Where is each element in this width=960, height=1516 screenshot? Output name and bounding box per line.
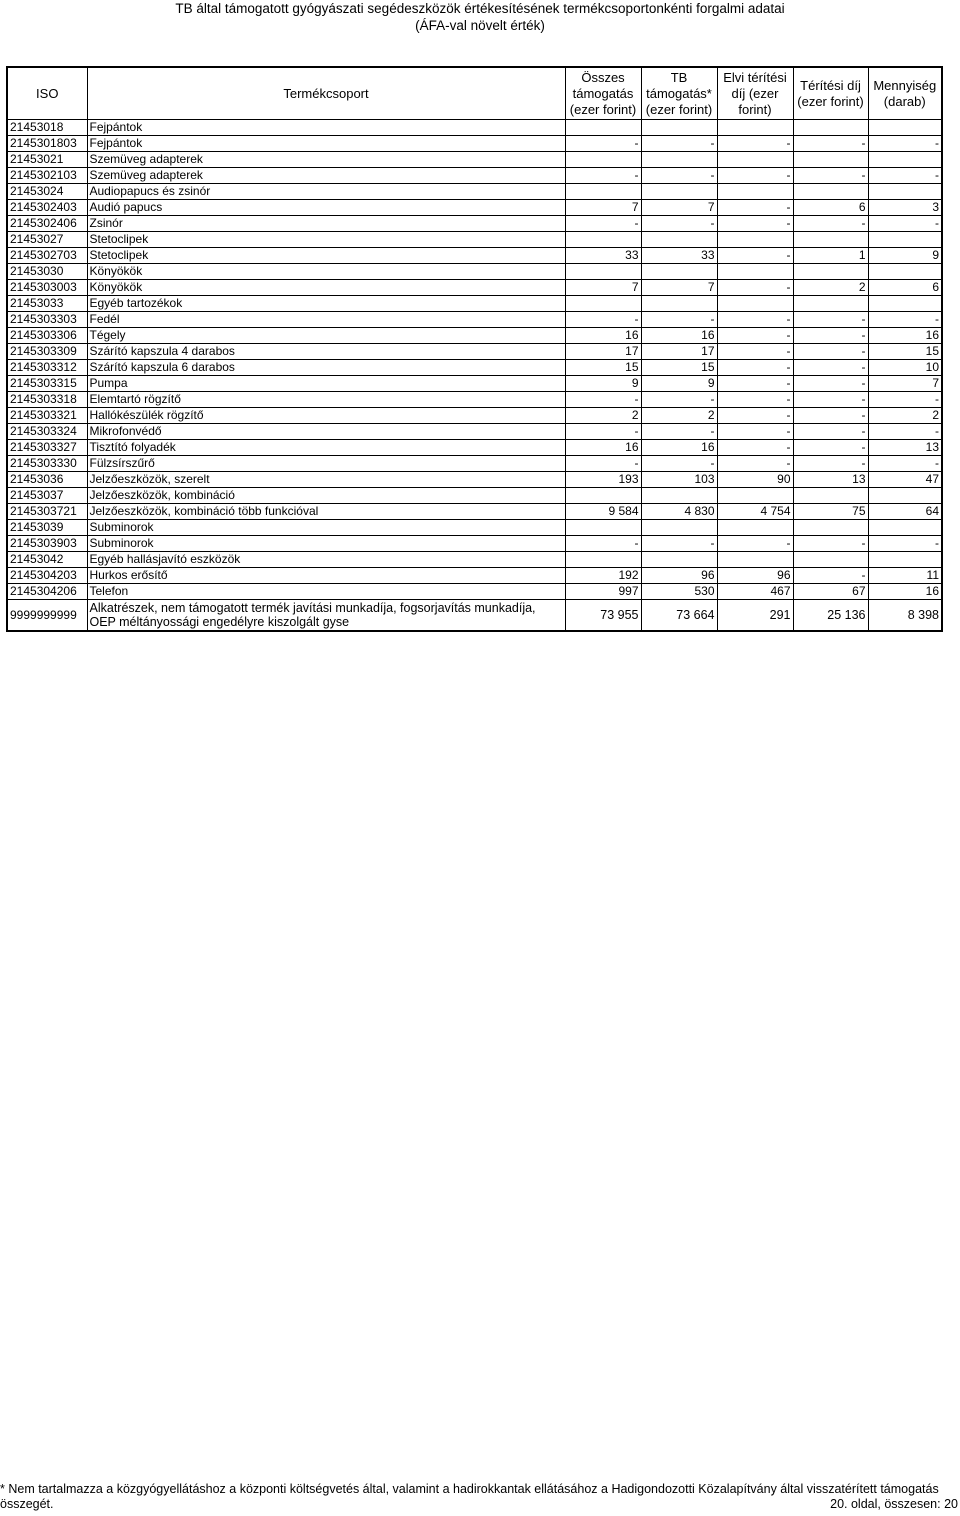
cell-fee: - xyxy=(793,168,868,184)
table-row xyxy=(7,232,942,248)
table-row xyxy=(7,552,942,568)
cell-iso: 2145301803 xyxy=(7,136,87,152)
cell-product-group: Subminorok xyxy=(87,520,565,536)
cell-quantity: 10 xyxy=(868,360,942,376)
table-row xyxy=(7,168,942,184)
cell-iso: 21453027 xyxy=(7,232,87,248)
cell-fee: - xyxy=(793,328,868,344)
cell-tb-support: 9 xyxy=(641,376,717,392)
table-row xyxy=(7,248,942,264)
cell-tb-support: 73 664 xyxy=(641,600,717,632)
cell-iso: 21453018 xyxy=(7,120,87,136)
cell-fee xyxy=(793,552,868,568)
cell-fee: - xyxy=(793,408,868,424)
cell-product-group: Tisztító folyadék xyxy=(87,440,565,456)
table-row xyxy=(7,280,942,296)
cell-total-support: 7 xyxy=(565,200,641,216)
cell-product-group: Fejpántok xyxy=(87,136,565,152)
column-header-tb-support: TB támogatás* (ezer forint) xyxy=(641,67,717,120)
table-row xyxy=(7,136,942,152)
cell-product-group: Stetoclipek xyxy=(87,232,565,248)
table-row xyxy=(7,360,942,376)
cell-theoretical-fee: - xyxy=(717,200,793,216)
cell-product-group: Fedél xyxy=(87,312,565,328)
table-row xyxy=(7,152,942,168)
column-header-total-support: Összes támogatás (ezer forint) xyxy=(565,67,641,120)
cell-total-support: 9 584 xyxy=(565,504,641,520)
cell-iso: 21453024 xyxy=(7,184,87,200)
cell-iso: 2145304206 xyxy=(7,584,87,600)
cell-quantity xyxy=(868,120,942,136)
table-row xyxy=(7,536,942,552)
cell-theoretical-fee: 291 xyxy=(717,600,793,632)
cell-theoretical-fee: - xyxy=(717,456,793,472)
cell-total-support: - xyxy=(565,424,641,440)
cell-total-support xyxy=(565,184,641,200)
cell-tb-support: 16 xyxy=(641,440,717,456)
cell-product-group: Elemtartó rögzítő xyxy=(87,392,565,408)
cell-iso: 2145303324 xyxy=(7,424,87,440)
cell-total-support: 73 955 xyxy=(565,600,641,632)
cell-tb-support: - xyxy=(641,136,717,152)
cell-quantity: 11 xyxy=(868,568,942,584)
table-row xyxy=(7,216,942,232)
table-header-row xyxy=(7,67,942,120)
table-row xyxy=(7,312,942,328)
cell-quantity: - xyxy=(868,312,942,328)
cell-theoretical-fee: - xyxy=(717,392,793,408)
cell-product-group: Fejpántok xyxy=(87,120,565,136)
cell-tb-support: - xyxy=(641,216,717,232)
cell-theoretical-fee: - xyxy=(717,424,793,440)
cell-iso: 2145303318 xyxy=(7,392,87,408)
cell-product-group: Hurkos erősítő xyxy=(87,568,565,584)
cell-theoretical-fee: - xyxy=(717,136,793,152)
cell-total-support xyxy=(565,152,641,168)
table-row xyxy=(7,456,942,472)
cell-total-support: 17 xyxy=(565,344,641,360)
cell-product-group: Fülzsírszűrő xyxy=(87,456,565,472)
cell-total-support: - xyxy=(565,536,641,552)
cell-iso: 21453021 xyxy=(7,152,87,168)
cell-theoretical-fee: - xyxy=(717,328,793,344)
cell-fee: - xyxy=(793,136,868,152)
cell-fee: - xyxy=(793,392,868,408)
cell-theoretical-fee xyxy=(717,152,793,168)
cell-theoretical-fee: - xyxy=(717,168,793,184)
cell-total-support: 192 xyxy=(565,568,641,584)
cell-iso: 21453037 xyxy=(7,488,87,504)
table-row xyxy=(7,568,942,584)
cell-quantity xyxy=(868,232,942,248)
cell-quantity xyxy=(868,552,942,568)
cell-product-group: Stetoclipek xyxy=(87,248,565,264)
cell-fee: - xyxy=(793,216,868,232)
footnote xyxy=(0,1482,960,1512)
cell-total-support: 33 xyxy=(565,248,641,264)
cell-total-support xyxy=(565,488,641,504)
cell-iso: 2145303903 xyxy=(7,536,87,552)
footnote-text: * Nem tartalmazza a közgyógyellátáshoz a központi költségvetés által, valamint a hadirokkantak ellátásához a Hadigondozotti Közalapítvány által visszatérített támogatás összegét. xyxy=(0,1482,939,1511)
cell-theoretical-fee xyxy=(717,232,793,248)
cell-quantity: 64 xyxy=(868,504,942,520)
cell-theoretical-fee: - xyxy=(717,360,793,376)
table-row xyxy=(7,184,942,200)
page-header xyxy=(0,0,960,34)
cell-quantity: - xyxy=(868,424,942,440)
table-row xyxy=(7,200,942,216)
cell-quantity: 15 xyxy=(868,344,942,360)
cell-fee: 25 136 xyxy=(793,600,868,632)
cell-quantity: 47 xyxy=(868,472,942,488)
cell-total-support: 997 xyxy=(565,584,641,600)
cell-iso: 2145303721 xyxy=(7,504,87,520)
cell-product-group: Audió papucs xyxy=(87,200,565,216)
cell-fee: 75 xyxy=(793,504,868,520)
cell-product-group: Jelzőeszközök, kombináció xyxy=(87,488,565,504)
cell-quantity xyxy=(868,520,942,536)
cell-total-support: - xyxy=(565,168,641,184)
cell-tb-support: - xyxy=(641,168,717,184)
cell-fee: - xyxy=(793,440,868,456)
cell-product-group: Jelzőeszközök, szerelt xyxy=(87,472,565,488)
cell-tb-support xyxy=(641,552,717,568)
cell-iso: 2145303312 xyxy=(7,360,87,376)
table-row xyxy=(7,424,942,440)
cell-product-group: Jelzőeszközök, kombináció több funkcióval xyxy=(87,504,565,520)
cell-product-group: Egyéb hallásjavító eszközök xyxy=(87,552,565,568)
cell-tb-support xyxy=(641,264,717,280)
cell-total-support xyxy=(565,120,641,136)
cell-product-group: Szárító kapszula 6 darabos xyxy=(87,360,565,376)
cell-quantity: 7 xyxy=(868,376,942,392)
cell-product-group: Könyökök xyxy=(87,264,565,280)
page-number: 20. oldal, összesen: 20 xyxy=(830,1497,958,1511)
cell-product-group: Alkatrészek, nem támogatott termék javítási munkadíja, fogsorjavítás munkadíja, OEP méltányossági engedélyre kiszolgált gyse xyxy=(87,600,565,632)
cell-quantity: 9 xyxy=(868,248,942,264)
cell-fee: 2 xyxy=(793,280,868,296)
cell-quantity xyxy=(868,184,942,200)
cell-theoretical-fee: 90 xyxy=(717,472,793,488)
cell-quantity: 6 xyxy=(868,280,942,296)
cell-product-group: Telefon xyxy=(87,584,565,600)
cell-iso: 2145303309 xyxy=(7,344,87,360)
cell-fee xyxy=(793,184,868,200)
table-row xyxy=(7,296,942,312)
cell-tb-support: 530 xyxy=(641,584,717,600)
cell-total-support: 16 xyxy=(565,328,641,344)
cell-quantity: 16 xyxy=(868,328,942,344)
table-row xyxy=(7,472,942,488)
cell-iso: 2145303330 xyxy=(7,456,87,472)
cell-tb-support: 7 xyxy=(641,200,717,216)
cell-product-group: Szárító kapszula 4 darabos xyxy=(87,344,565,360)
cell-fee: 13 xyxy=(793,472,868,488)
cell-fee: - xyxy=(793,536,868,552)
table-row xyxy=(7,376,942,392)
cell-iso: 2145303327 xyxy=(7,440,87,456)
cell-fee: - xyxy=(793,456,868,472)
report-title: TB által támogatott gyógyászati segédeszközök értékesítésének termékcsoportonkénti forgalmi adatai xyxy=(175,1,785,16)
cell-fee: 1 xyxy=(793,248,868,264)
cell-fee xyxy=(793,120,868,136)
cell-total-support: - xyxy=(565,312,641,328)
cell-total-support: - xyxy=(565,392,641,408)
cell-iso: 9999999999 xyxy=(7,600,87,632)
cell-iso: 2145303321 xyxy=(7,408,87,424)
cell-theoretical-fee xyxy=(717,264,793,280)
cell-iso: 2145302703 xyxy=(7,248,87,264)
cell-tb-support: 33 xyxy=(641,248,717,264)
cell-fee xyxy=(793,488,868,504)
cell-iso: 2145302406 xyxy=(7,216,87,232)
cell-total-support: 16 xyxy=(565,440,641,456)
cell-iso: 2145303306 xyxy=(7,328,87,344)
cell-tb-support xyxy=(641,120,717,136)
table-row xyxy=(7,264,942,280)
table-row xyxy=(7,344,942,360)
cell-tb-support xyxy=(641,520,717,536)
cell-fee: 67 xyxy=(793,584,868,600)
cell-iso: 21453030 xyxy=(7,264,87,280)
cell-quantity: 8 398 xyxy=(868,600,942,632)
cell-quantity xyxy=(868,296,942,312)
cell-total-support xyxy=(565,296,641,312)
cell-tb-support: 96 xyxy=(641,568,717,584)
cell-theoretical-fee: 96 xyxy=(717,568,793,584)
cell-total-support xyxy=(565,520,641,536)
cell-theoretical-fee xyxy=(717,520,793,536)
cell-quantity: 3 xyxy=(868,200,942,216)
cell-quantity: - xyxy=(868,216,942,232)
cell-iso: 21453039 xyxy=(7,520,87,536)
cell-iso: 21453033 xyxy=(7,296,87,312)
cell-fee xyxy=(793,264,868,280)
cell-total-support: 9 xyxy=(565,376,641,392)
table-row xyxy=(7,328,942,344)
cell-tb-support: - xyxy=(641,456,717,472)
cell-product-group: Subminorok xyxy=(87,536,565,552)
cell-tb-support: 16 xyxy=(641,328,717,344)
product-group-table xyxy=(6,66,943,632)
cell-theoretical-fee xyxy=(717,184,793,200)
cell-total-support: - xyxy=(565,136,641,152)
cell-total-support: - xyxy=(565,456,641,472)
table-row xyxy=(7,520,942,536)
cell-theoretical-fee: - xyxy=(717,344,793,360)
cell-total-support: 7 xyxy=(565,280,641,296)
cell-tb-support: - xyxy=(641,424,717,440)
table-row xyxy=(7,488,942,504)
cell-iso: 2145303003 xyxy=(7,280,87,296)
cell-total-support xyxy=(565,232,641,248)
cell-quantity: 13 xyxy=(868,440,942,456)
cell-iso: 2145302103 xyxy=(7,168,87,184)
cell-total-support: 15 xyxy=(565,360,641,376)
cell-fee xyxy=(793,232,868,248)
cell-product-group: Audiopapucs és zsinór xyxy=(87,184,565,200)
table-body xyxy=(7,120,942,632)
table-row xyxy=(7,120,942,136)
cell-product-group: Zsinór xyxy=(87,216,565,232)
cell-total-support: 193 xyxy=(565,472,641,488)
cell-product-group: Hallókészülék rögzítő xyxy=(87,408,565,424)
table-row xyxy=(7,600,942,632)
cell-quantity: - xyxy=(868,168,942,184)
cell-iso: 2145304203 xyxy=(7,568,87,584)
cell-total-support: - xyxy=(565,216,641,232)
cell-theoretical-fee xyxy=(717,296,793,312)
cell-quantity: - xyxy=(868,392,942,408)
cell-product-group: Pumpa xyxy=(87,376,565,392)
cell-theoretical-fee: 4 754 xyxy=(717,504,793,520)
cell-tb-support: 4 830 xyxy=(641,504,717,520)
table-row xyxy=(7,584,942,600)
cell-fee: - xyxy=(793,424,868,440)
cell-theoretical-fee: - xyxy=(717,312,793,328)
cell-theoretical-fee: - xyxy=(717,280,793,296)
cell-product-group: Egyéb tartozékok xyxy=(87,296,565,312)
cell-quantity: 16 xyxy=(868,584,942,600)
cell-total-support xyxy=(565,552,641,568)
cell-fee: 6 xyxy=(793,200,868,216)
column-header-quantity: Mennyiség (darab) xyxy=(868,67,942,120)
cell-theoretical-fee xyxy=(717,120,793,136)
cell-tb-support: 15 xyxy=(641,360,717,376)
cell-fee xyxy=(793,296,868,312)
cell-iso: 2145302403 xyxy=(7,200,87,216)
cell-tb-support: 2 xyxy=(641,408,717,424)
column-header-iso: ISO xyxy=(7,67,87,120)
cell-quantity xyxy=(868,264,942,280)
cell-iso: 21453036 xyxy=(7,472,87,488)
cell-tb-support xyxy=(641,152,717,168)
cell-product-group: Mikrofonvédő xyxy=(87,424,565,440)
table-row xyxy=(7,504,942,520)
cell-quantity: - xyxy=(868,136,942,152)
cell-tb-support xyxy=(641,296,717,312)
cell-theoretical-fee: 467 xyxy=(717,584,793,600)
cell-iso: 21453042 xyxy=(7,552,87,568)
cell-tb-support: - xyxy=(641,536,717,552)
cell-iso: 2145303315 xyxy=(7,376,87,392)
cell-tb-support: 17 xyxy=(641,344,717,360)
cell-tb-support: 7 xyxy=(641,280,717,296)
cell-theoretical-fee: - xyxy=(717,248,793,264)
cell-quantity xyxy=(868,152,942,168)
cell-fee: - xyxy=(793,312,868,328)
cell-fee: - xyxy=(793,360,868,376)
table-row xyxy=(7,440,942,456)
cell-tb-support xyxy=(641,232,717,248)
cell-fee: - xyxy=(793,344,868,360)
cell-tb-support: - xyxy=(641,392,717,408)
cell-quantity: - xyxy=(868,456,942,472)
cell-tb-support: 103 xyxy=(641,472,717,488)
column-header-fee: Térítési díj (ezer forint) xyxy=(793,67,868,120)
cell-iso: 2145303303 xyxy=(7,312,87,328)
table-row xyxy=(7,392,942,408)
cell-theoretical-fee: - xyxy=(717,440,793,456)
cell-fee xyxy=(793,152,868,168)
cell-tb-support xyxy=(641,488,717,504)
table-row xyxy=(7,408,942,424)
cell-quantity: - xyxy=(868,536,942,552)
cell-quantity xyxy=(868,488,942,504)
cell-theoretical-fee: - xyxy=(717,536,793,552)
cell-theoretical-fee: - xyxy=(717,216,793,232)
cell-product-group: Könyökök xyxy=(87,280,565,296)
cell-theoretical-fee: - xyxy=(717,376,793,392)
cell-fee: - xyxy=(793,568,868,584)
column-header-product-group: Termékcsoport xyxy=(87,67,565,120)
cell-tb-support: - xyxy=(641,312,717,328)
cell-total-support xyxy=(565,264,641,280)
report-subtitle: (ÁFA-val növelt érték) xyxy=(415,18,545,33)
cell-product-group: Szemüveg adapterek xyxy=(87,168,565,184)
cell-tb-support xyxy=(641,184,717,200)
cell-theoretical-fee: - xyxy=(717,408,793,424)
cell-theoretical-fee xyxy=(717,488,793,504)
column-header-theoretical-fee: Elvi térítési díj (ezer forint) xyxy=(717,67,793,120)
cell-quantity: 2 xyxy=(868,408,942,424)
cell-theoretical-fee xyxy=(717,552,793,568)
cell-total-support: 2 xyxy=(565,408,641,424)
cell-product-group: Szemüveg adapterek xyxy=(87,152,565,168)
cell-fee: - xyxy=(793,376,868,392)
cell-fee xyxy=(793,520,868,536)
cell-product-group: Tégely xyxy=(87,328,565,344)
